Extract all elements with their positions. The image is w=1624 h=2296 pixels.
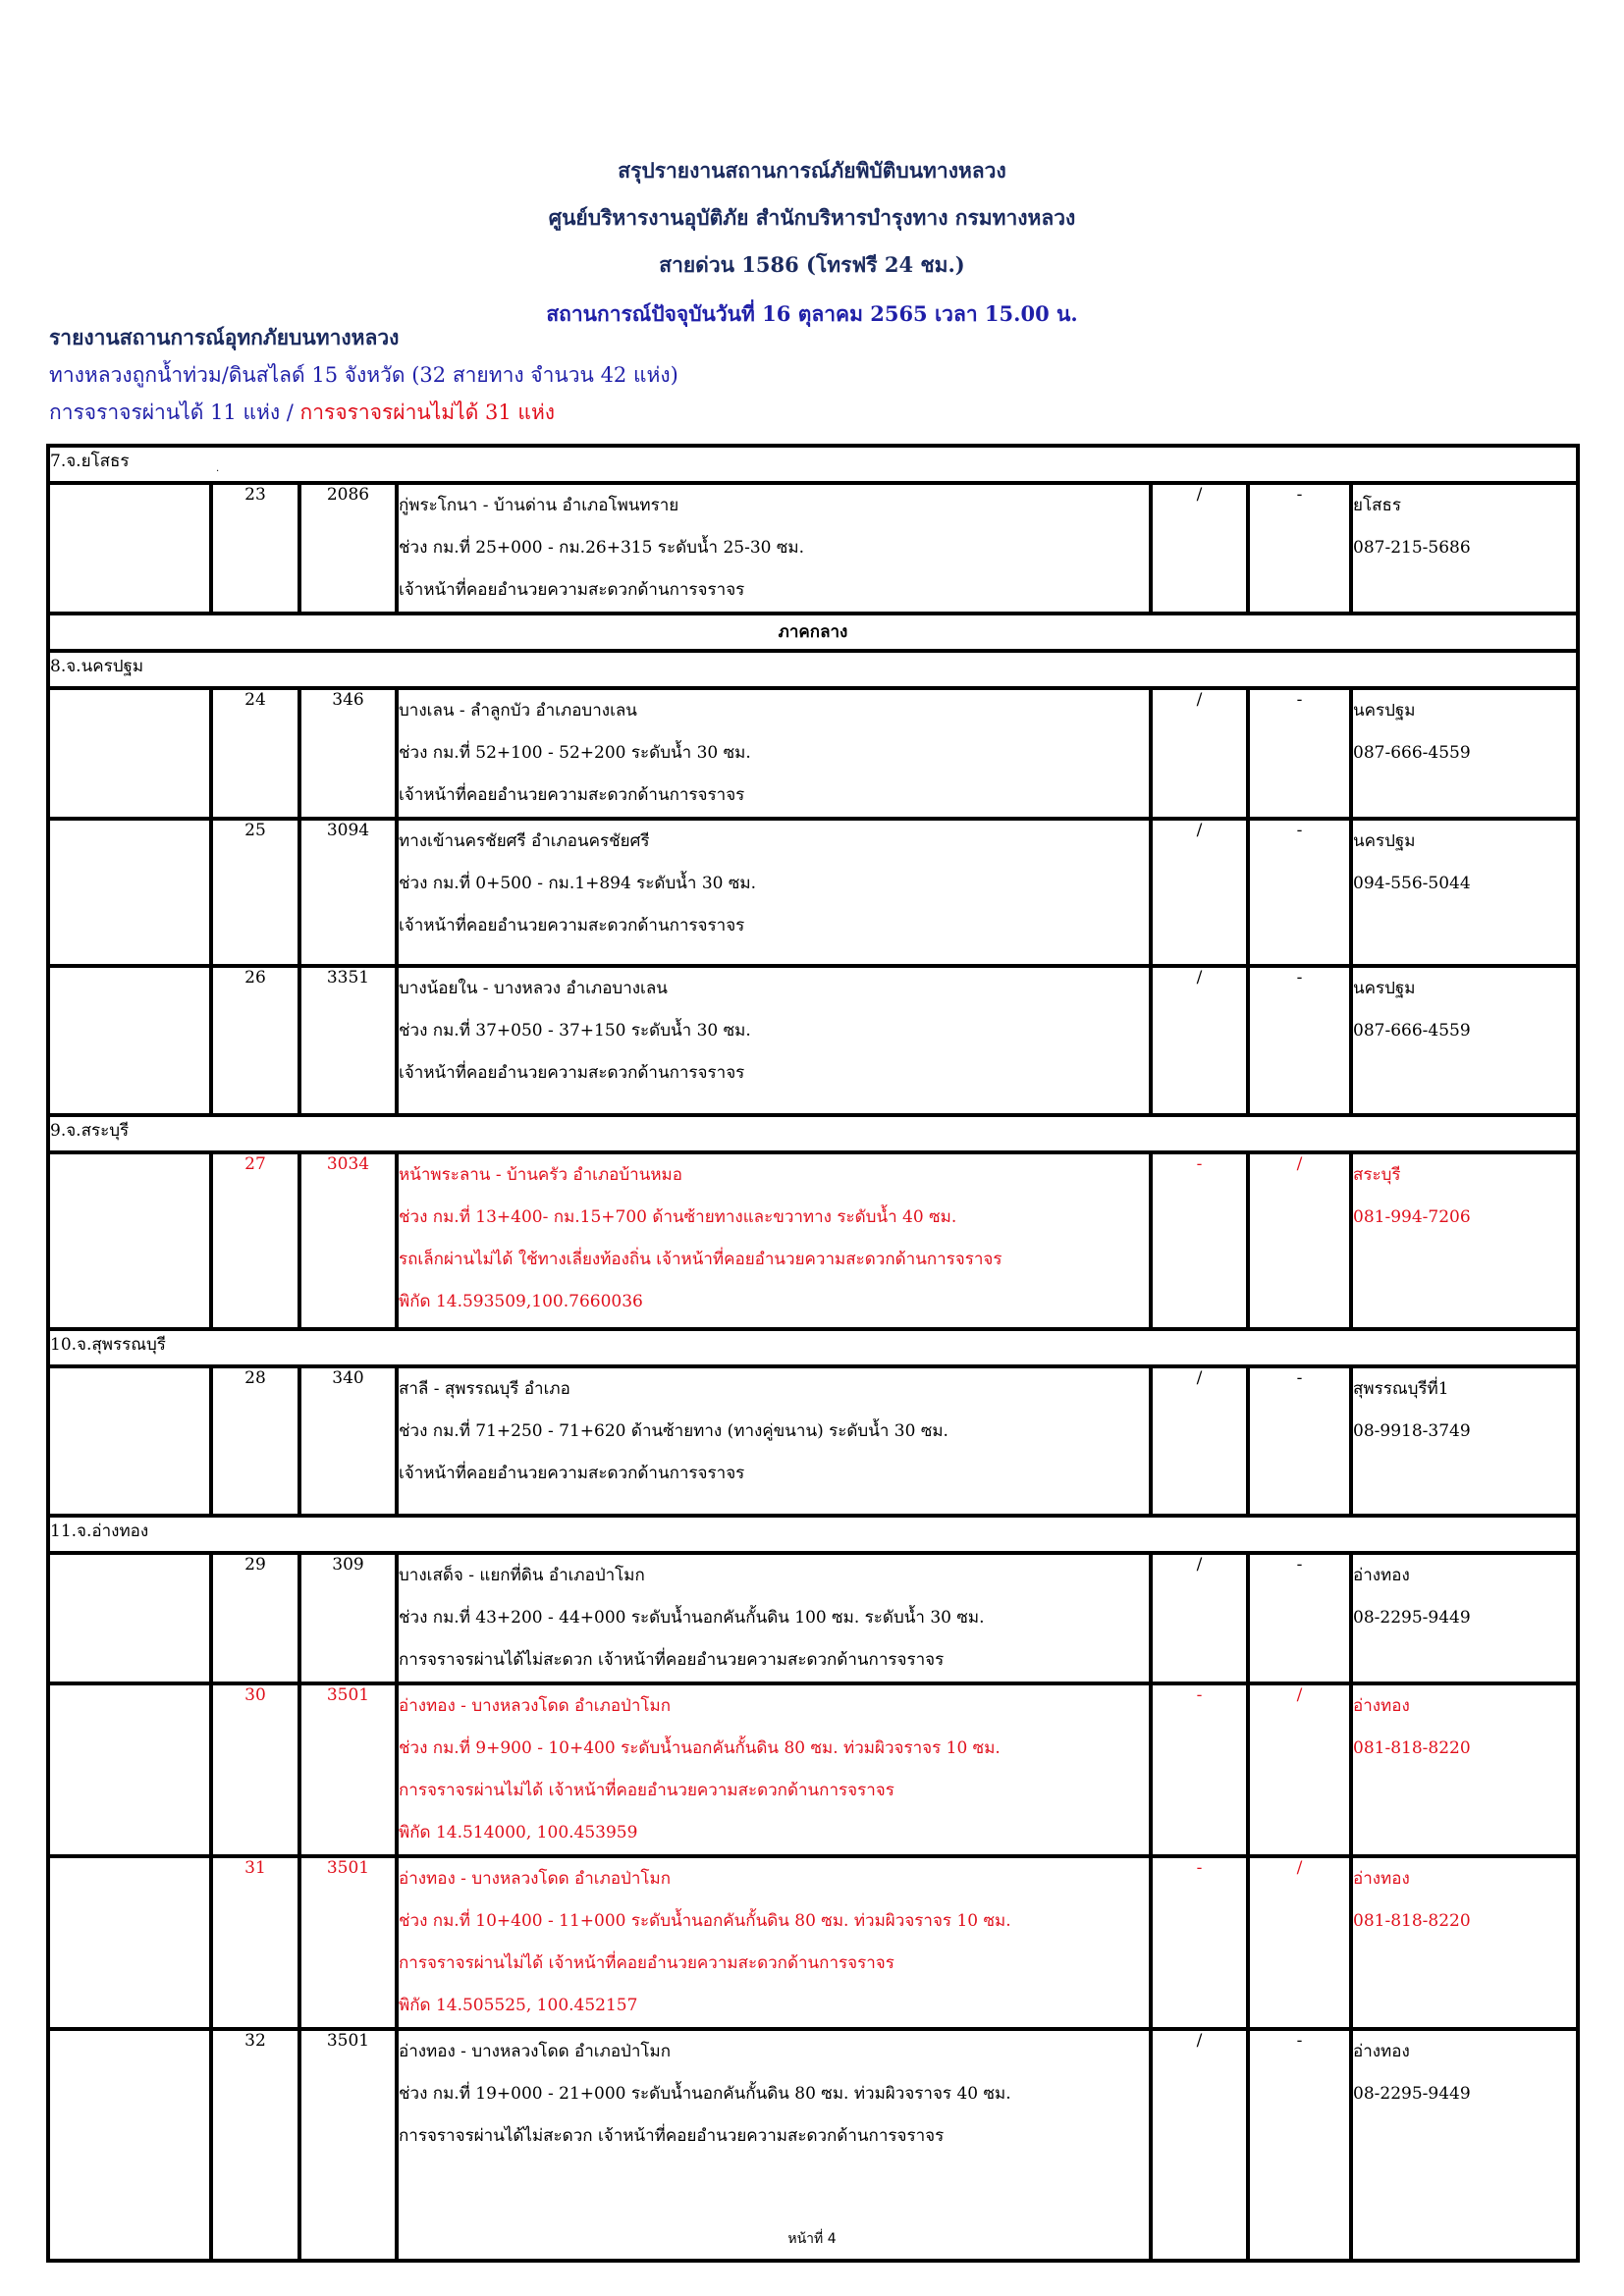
contact-cell (1351, 1683, 1578, 1856)
route-number: 3094 (299, 819, 397, 966)
description-line: การจราจรผ่านได้ไม่สะดวก เจ้าหน้าที่คอยอำนวยความสะดวกด้านการจราจร (399, 1650, 945, 1670)
table-row (48, 483, 1578, 614)
status-date: สถานการณ์ปัจจุบันวันที่ 16 ตุลาคม 2565 เวลา 15.00 น. (546, 301, 1078, 326)
description-line: บางน้อยใน - บางหลวง อำเภอบางเลน (399, 979, 668, 998)
impassable-count: การจราจรผ่านไม่ได้ 31 แห่ง (299, 400, 556, 424)
description-line: พิกัด 14.514000, 100.453959 (399, 1823, 638, 1842)
item-number: 26 (211, 966, 299, 1115)
region-label: ภาคกลาง (48, 614, 1578, 651)
description-line: ช่วง กม.ที่ 71+250 - 71+620 ด้านซ้ายทาง (ทางคู่ขนาน) ระดับน้ำ 30 ซม. (399, 1421, 948, 1441)
table-row (48, 688, 1578, 819)
page-number: หน้าที่ 4 (787, 2231, 837, 2247)
impassable-mark: / (1248, 1152, 1351, 1329)
flood-report-table (46, 444, 1580, 2263)
hotline: สายด่วน 1586 (โทรฟรี 24 ชม.) (659, 252, 965, 277)
description-line: ช่วง กม.ที่ 9+900 - 10+400 ระดับน้ำนอกคันกั้นดิน 80 ซม. ท่วมผิวจราจร 10 ซม. (399, 1738, 1001, 1758)
passable-mark: / (1151, 1553, 1248, 1683)
province-label: 9.จ.สระบุรี (48, 1115, 1578, 1152)
item-number: 32 (211, 2029, 299, 2261)
item-number: 30 (211, 1683, 299, 1856)
item-number: 23 (211, 483, 299, 614)
description-line: ช่วง กม.ที่ 52+100 - 52+200 ระดับน้ำ 30 ซม. (399, 743, 751, 763)
item-number: 25 (211, 819, 299, 966)
table-row (48, 2029, 1578, 2261)
description-line: ทางเข้านครชัยศรี อำเภอนครชัยศรี (399, 831, 650, 851)
description-line: พิกัด 14.505525, 100.452157 (399, 1996, 638, 2015)
passable-mark: / (1151, 688, 1248, 819)
province-header-row (48, 1329, 1578, 1366)
blank-cell (48, 1366, 211, 1516)
route-number: 346 (299, 688, 397, 819)
passable-mark: / (1151, 966, 1248, 1115)
description-line: พิกัด 14.593509,100.7660036 (399, 1292, 643, 1311)
item-number: 29 (211, 1553, 299, 1683)
impassable-mark: - (1248, 2029, 1351, 2261)
table-row (48, 1683, 1578, 1856)
contact-cell (1351, 1366, 1578, 1516)
description-line: ช่วง กม.ที่ 43+200 - 44+000 ระดับน้ำนอกคันกั้นดิน 100 ซม. ระดับน้ำ 30 ซม. (399, 1608, 985, 1628)
phone-number: 081-994-7206 (1353, 1207, 1471, 1227)
district-office: สระบุรี (1353, 1165, 1401, 1185)
description-line: อ่างทอง - บางหลวงโดด อำเภอป่าโมก (399, 2042, 671, 2061)
report-title: สรุปรายงานสถานการณ์ภัยพิบัติบนทางหลวง (618, 158, 1006, 183)
passable-mark: / (1151, 2029, 1248, 2261)
flood-summary: ทางหลวงถูกน้ำท่วม/ดินสไลด์ 15 จังหวัด (32 สายทาง จำนวน 42 แห่ง) (49, 363, 678, 387)
description-line: เจ้าหน้าที่คอยอำนวยความสะดวกด้านการจราจร (399, 916, 745, 935)
passable-mark: - (1151, 1683, 1248, 1856)
district-office: ยโสธร (1353, 496, 1401, 515)
passable-mark: / (1151, 483, 1248, 614)
location-description (397, 1683, 1151, 1856)
description-line: ช่วง กม.ที่ 10+400 - 11+000 ระดับน้ำนอกคันกั้นดิน 80 ซม. ท่วมผิวจราจร 10 ซม. (399, 1911, 1011, 1931)
item-number: 28 (211, 1366, 299, 1516)
province-label: 7.จ.ยโสธร (48, 446, 1578, 483)
description-line: การจราจรผ่านไม่ได้ เจ้าหน้าที่คอยอำนวยความสะดวกด้านการจราจร (399, 1781, 894, 1800)
contact-cell (1351, 2029, 1578, 2261)
description-line: ช่วง กม.ที่ 0+500 - กม.1+894 ระดับน้ำ 30 ซม. (399, 874, 757, 893)
impassable-mark: - (1248, 966, 1351, 1115)
contact-cell (1351, 483, 1578, 614)
impassable-mark: - (1248, 1366, 1351, 1516)
phone-number: 094-556-5044 (1353, 874, 1471, 893)
description-line: การจราจรผ่านไม่ได้ เจ้าหน้าที่คอยอำนวยความสะดวกด้านการจราจร (399, 1953, 894, 1973)
table-row (48, 1856, 1578, 2029)
district-office: สุพรรณบุรีที่1 (1353, 1379, 1449, 1399)
organization-name: ศูนย์บริหารงานอุบัติภัย สำนักบริหารบำรุงทาง กรมทางหลวง (548, 205, 1076, 230)
description-line: รถเล็กผ่านไม่ได้ ใช้ทางเลี่ยงท้องถิ่น เจ้าหน้าที่คอยอำนวยความสะดวกด้านการจราจร (399, 1250, 1002, 1269)
description-line: การจราจรผ่านได้ไม่สะดวก เจ้าหน้าที่คอยอำนวยความสะดวกด้านการจราจร (399, 2126, 945, 2146)
description-line: ช่วง กม.ที่ 19+000 - 21+000 ระดับน้ำนอกคันกั้นดิน 80 ซม. ท่วมผิวจราจร 40 ซม. (399, 2084, 1011, 2104)
blank-cell (48, 688, 211, 819)
contact-cell (1351, 819, 1578, 966)
table-row (48, 1553, 1578, 1683)
blank-cell (48, 819, 211, 966)
passable-mark: - (1151, 1152, 1248, 1329)
route-number: 3501 (299, 1856, 397, 2029)
blank-cell (48, 483, 211, 614)
blank-cell (48, 1553, 211, 1683)
location-description (397, 688, 1151, 819)
phone-number: 081-818-8220 (1353, 1738, 1471, 1758)
passable-count: การจราจรผ่านได้ 11 แห่ง (49, 400, 287, 424)
province-header-row (48, 1115, 1578, 1152)
impassable-mark: - (1248, 688, 1351, 819)
description-line: เจ้าหน้าที่คอยอำนวยความสะดวกด้านการจราจร (399, 1063, 745, 1083)
blank-cell (48, 966, 211, 1115)
table-row (48, 1152, 1578, 1329)
summary-separator: / (286, 400, 300, 424)
description-line: บางเลน - ลำลูกบัว อำเภอบางเลน (399, 701, 637, 721)
phone-number: 081-818-8220 (1353, 1911, 1471, 1931)
route-number: 3034 (299, 1152, 397, 1329)
district-office: อ่างทอง (1353, 2042, 1410, 2061)
stray-mark: . (216, 463, 220, 474)
passable-mark: / (1151, 1366, 1248, 1516)
province-header-row (48, 1516, 1578, 1553)
intro-block (49, 319, 678, 431)
impassable-mark: - (1248, 1553, 1351, 1683)
table-row (48, 966, 1578, 1115)
contact-cell (1351, 688, 1578, 819)
impassable-mark: / (1248, 1856, 1351, 2029)
contact-cell (1351, 1856, 1578, 2029)
phone-number: 087-666-4559 (1353, 743, 1471, 763)
route-number: 3501 (299, 1683, 397, 1856)
table-row (48, 819, 1578, 966)
location-description (397, 819, 1151, 966)
report-subtitle: รายงานสถานการณ์อุทกภัยบนทางหลวง (49, 325, 400, 349)
contact-cell (1351, 1152, 1578, 1329)
passable-mark: - (1151, 1856, 1248, 2029)
item-number: 24 (211, 688, 299, 819)
impassable-mark: - (1248, 819, 1351, 966)
location-description (397, 1366, 1151, 1516)
region-header-row (48, 614, 1578, 651)
description-line: เจ้าหน้าที่คอยอำนวยความสะดวกด้านการจราจร (399, 1464, 745, 1483)
route-number: 309 (299, 1553, 397, 1683)
location-description (397, 966, 1151, 1115)
blank-cell (48, 2029, 211, 2261)
description-line: เจ้าหน้าที่คอยอำนวยความสะดวกด้านการจราจร (399, 580, 745, 600)
item-number: 27 (211, 1152, 299, 1329)
description-line: บางเสด็จ - แยกที่ดิน อำเภอป่าโมก (399, 1566, 645, 1585)
location-description (397, 483, 1151, 614)
phone-number: 08-2295-9449 (1353, 2084, 1471, 2104)
blank-cell (48, 1683, 211, 1856)
phone-number: 087-215-5686 (1353, 538, 1471, 558)
province-label: 8.จ.นครปฐม (48, 651, 1578, 688)
phone-number: 08-9918-3749 (1353, 1421, 1471, 1441)
impassable-mark: - (1248, 483, 1351, 614)
table-row (48, 1366, 1578, 1516)
route-number: 2086 (299, 483, 397, 614)
route-number: 3501 (299, 2029, 397, 2261)
district-office: อ่างทอง (1353, 1696, 1410, 1716)
province-header-row (48, 651, 1578, 688)
description-line: หน้าพระลาน - บ้านครัว อำเภอบ้านหมอ (399, 1165, 682, 1185)
report-header (0, 147, 1624, 340)
description-line: ช่วง กม.ที่ 25+000 - กม.26+315 ระดับน้ำ 25-30 ซม. (399, 538, 805, 558)
blank-cell (48, 1152, 211, 1329)
description-line: ช่วง กม.ที่ 37+050 - 37+150 ระดับน้ำ 30 ซม. (399, 1021, 751, 1041)
description-line: สาลี - สุพรรณบุรี อำเภอ (399, 1379, 570, 1399)
contact-cell (1351, 1553, 1578, 1683)
phone-number: 08-2295-9449 (1353, 1608, 1471, 1628)
district-office: นครปฐม (1353, 979, 1416, 998)
province-label: 11.จ.อ่างทอง (48, 1516, 1578, 1553)
impassable-mark: / (1248, 1683, 1351, 1856)
description-line: กู่พระโกนา - บ้านด่าน อำเภอโพนทราย (399, 496, 679, 515)
description-line: อ่างทอง - บางหลวงโดด อำเภอป่าโมก (399, 1869, 671, 1889)
province-header-row (48, 446, 1578, 483)
contact-cell (1351, 966, 1578, 1115)
route-number: 340 (299, 1366, 397, 1516)
description-line: เจ้าหน้าที่คอยอำนวยความสะดวกด้านการจราจร (399, 785, 745, 805)
district-office: นครปฐม (1353, 701, 1416, 721)
blank-cell (48, 1856, 211, 2029)
location-description (397, 2029, 1151, 2261)
description-line: ช่วง กม.ที่ 13+400- กม.15+700 ด้านซ้ายทางและขวาทาง ระดับน้ำ 40 ซม. (399, 1207, 957, 1227)
location-description (397, 1856, 1151, 2029)
province-label: 10.จ.สุพรรณบุรี (48, 1329, 1578, 1366)
location-description (397, 1152, 1151, 1329)
traffic-summary (49, 394, 678, 431)
description-line: อ่างทอง - บางหลวงโดด อำเภอป่าโมก (399, 1696, 671, 1716)
district-office: อ่างทอง (1353, 1566, 1410, 1585)
route-number: 3351 (299, 966, 397, 1115)
item-number: 31 (211, 1856, 299, 2029)
passable-mark: / (1151, 819, 1248, 966)
district-office: อ่างทอง (1353, 1869, 1410, 1889)
district-office: นครปฐม (1353, 831, 1416, 851)
location-description (397, 1553, 1151, 1683)
phone-number: 087-666-4559 (1353, 1021, 1471, 1041)
